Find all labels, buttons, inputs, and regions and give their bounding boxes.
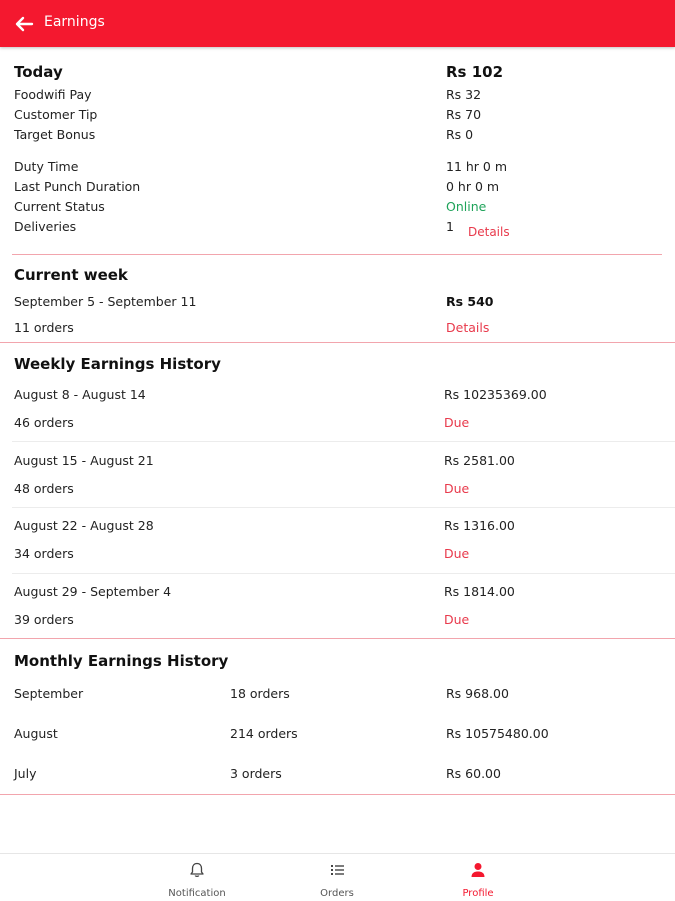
current-week-heading: Current week	[14, 266, 128, 284]
monthly-row-amount: Rs 968.00	[446, 686, 509, 701]
monthly-row-month: August	[14, 726, 58, 741]
weekly-row-orders: 46 orders	[14, 415, 74, 430]
last-punch-value: 0 hr 0 m	[446, 179, 500, 194]
current-status-label: Current Status	[14, 199, 105, 214]
monthly-row-amount: Rs 60.00	[446, 766, 501, 781]
divider	[12, 254, 662, 255]
weekly-row-orders: 39 orders	[14, 612, 74, 627]
nav-notification[interactable]	[137, 854, 257, 901]
current-status-value: Online	[446, 199, 487, 214]
today-total: Rs 102	[446, 63, 504, 81]
divider	[0, 638, 675, 639]
current-week-range: September 5 - September 11	[14, 294, 197, 309]
monthly-row-month: July	[14, 766, 37, 781]
weekly-row-status: Due	[444, 546, 470, 561]
monthly-row-orders: 18 orders	[230, 686, 290, 701]
monthly-history-heading: Monthly Earnings History	[14, 652, 229, 670]
weekly-row-range: August 22 - August 28	[14, 518, 154, 533]
weekly-row-status: Due	[444, 415, 470, 430]
divider	[0, 342, 675, 343]
today-details-link[interactable]: Details	[468, 225, 510, 239]
weekly-row-range: August 29 - September 4	[14, 584, 172, 599]
weekly-row-range: August 15 - August 21	[14, 453, 154, 468]
bottom-navigation	[0, 853, 675, 901]
customer-tip-label: Customer Tip	[14, 107, 98, 122]
monthly-row-month: September	[14, 686, 84, 701]
nav-orders-label: Orders	[320, 888, 354, 899]
nav-orders[interactable]	[277, 854, 397, 901]
app-bar	[0, 0, 675, 47]
nav-profile-label: Profile	[462, 888, 494, 899]
back-button[interactable]	[10, 10, 38, 38]
weekly-row-range: August 8 - August 14	[14, 387, 146, 402]
foodwifi-pay-value: Rs 32	[446, 87, 482, 102]
monthly-row-amount: Rs 10575480.00	[446, 726, 549, 741]
deliveries-value: 1	[446, 219, 454, 234]
today-heading: Today	[14, 63, 63, 81]
weekly-row-amount: Rs 1814.00	[444, 584, 515, 599]
bell-icon	[188, 861, 206, 879]
weekly-row-status: Due	[444, 481, 470, 496]
last-punch-label: Last Punch Duration	[14, 179, 141, 194]
duty-time-label: Duty Time	[14, 159, 79, 174]
deliveries-label: Deliveries	[14, 219, 77, 234]
nav-profile[interactable]	[418, 854, 538, 901]
monthly-row-orders: 214 orders	[230, 726, 298, 741]
list-icon	[328, 861, 346, 879]
weekly-row-orders: 34 orders	[14, 546, 74, 561]
monthly-row-orders: 3 orders	[230, 766, 282, 781]
weekly-row-status: Due	[444, 612, 470, 627]
target-bonus-label: Target Bonus	[14, 127, 96, 142]
row-divider	[12, 573, 675, 574]
duty-time-value: 11 hr 0 m	[446, 159, 508, 174]
weekly-row-amount: Rs 10235369.00	[444, 387, 547, 402]
person-icon	[469, 861, 487, 879]
row-divider	[12, 507, 675, 508]
current-week-orders: 11 orders	[14, 320, 74, 335]
customer-tip-value: Rs 70	[446, 107, 482, 122]
target-bonus-value: Rs 0	[446, 127, 474, 142]
row-divider	[12, 441, 675, 442]
foodwifi-pay-label: Foodwifi Pay	[14, 87, 92, 102]
weekly-row-amount: Rs 2581.00	[444, 453, 515, 468]
arrow-left-icon	[10, 10, 38, 38]
page-title: Earnings	[44, 14, 105, 30]
weekly-row-orders: 48 orders	[14, 481, 74, 496]
current-week-details-link[interactable]: Details	[446, 320, 490, 335]
weekly-row-amount: Rs 1316.00	[444, 518, 515, 533]
weekly-history-heading: Weekly Earnings History	[14, 355, 221, 373]
nav-notification-label: Notification	[168, 888, 226, 899]
current-week-amount: Rs 540	[446, 294, 494, 309]
divider	[0, 794, 675, 795]
